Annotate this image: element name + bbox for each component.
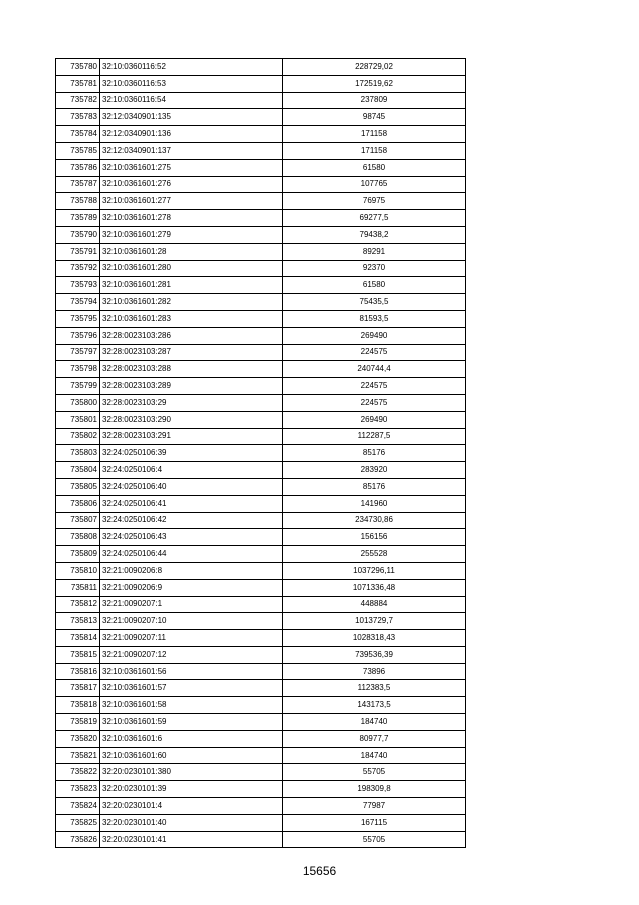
cadastral-value-table [55, 58, 466, 848]
cadastral-value-cell: 167115 [283, 814, 466, 831]
cadastral-value-cell: 76975 [283, 193, 466, 210]
cadastral-value-cell: 739536,39 [283, 646, 466, 663]
cadastral-value-cell: 1013729,7 [283, 613, 466, 630]
cadastral-value-cell: 228729,02 [283, 59, 466, 76]
table-body [56, 59, 466, 848]
row-id-cell: 735787 [56, 176, 100, 193]
cadastral-number-cell: 32:24:0250106:39 [100, 445, 283, 462]
row-id-cell: 735810 [56, 562, 100, 579]
cadastral-value-cell: 107765 [283, 176, 466, 193]
cadastral-value-cell: 184740 [283, 714, 466, 731]
table-row [56, 613, 466, 630]
table-row [56, 630, 466, 647]
table-row [56, 193, 466, 210]
row-id-cell: 735804 [56, 462, 100, 479]
row-id-cell: 735814 [56, 630, 100, 647]
cadastral-value-cell: 283920 [283, 462, 466, 479]
row-id-cell: 735816 [56, 663, 100, 680]
cadastral-number-cell: 32:24:0250106:41 [100, 495, 283, 512]
cadastral-number-cell: 32:24:0250106:44 [100, 546, 283, 563]
row-id-cell: 735792 [56, 260, 100, 277]
row-id-cell: 735803 [56, 445, 100, 462]
cadastral-number-cell: 32:10:0361601:283 [100, 310, 283, 327]
table-row [56, 243, 466, 260]
row-id-cell: 735794 [56, 294, 100, 311]
row-id-cell: 735813 [56, 613, 100, 630]
cadastral-number-cell: 32:28:0023103:290 [100, 411, 283, 428]
table-row [56, 596, 466, 613]
table-row [56, 798, 466, 815]
cadastral-value-cell: 85176 [283, 478, 466, 495]
cadastral-number-cell: 32:10:0361601:277 [100, 193, 283, 210]
cadastral-number-cell: 32:10:0361601:60 [100, 747, 283, 764]
table-row [56, 445, 466, 462]
row-id-cell: 735799 [56, 378, 100, 395]
cadastral-value-cell: 75435,5 [283, 294, 466, 311]
table-row [56, 327, 466, 344]
table-row [56, 126, 466, 143]
cadastral-value-cell: 1037296,11 [283, 562, 466, 579]
cadastral-value-cell: 240744,4 [283, 361, 466, 378]
cadastral-number-cell: 32:12:0340901:136 [100, 126, 283, 143]
row-id-cell: 735784 [56, 126, 100, 143]
table-row [56, 428, 466, 445]
cadastral-value-cell: 269490 [283, 411, 466, 428]
cadastral-value-cell: 89291 [283, 243, 466, 260]
cadastral-number-cell: 32:10:0361601:6 [100, 730, 283, 747]
cadastral-number-cell: 32:10:0361601:56 [100, 663, 283, 680]
table-row [56, 781, 466, 798]
cadastral-number-cell: 32:20:0230101:40 [100, 814, 283, 831]
row-id-cell: 735812 [56, 596, 100, 613]
row-id-cell: 735795 [56, 310, 100, 327]
cadastral-number-cell: 32:24:0250106:43 [100, 529, 283, 546]
row-id-cell: 735822 [56, 764, 100, 781]
table-row [56, 344, 466, 361]
table-row [56, 59, 466, 76]
table-row [56, 294, 466, 311]
cadastral-value-cell: 171158 [283, 126, 466, 143]
row-id-cell: 735786 [56, 159, 100, 176]
cadastral-value-cell: 112287,5 [283, 428, 466, 445]
cadastral-value-cell: 77987 [283, 798, 466, 815]
cadastral-value-cell: 92370 [283, 260, 466, 277]
row-id-cell: 735780 [56, 59, 100, 76]
table-row [56, 75, 466, 92]
row-id-cell: 735782 [56, 92, 100, 109]
table-row [56, 697, 466, 714]
row-id-cell: 735815 [56, 646, 100, 663]
cadastral-value-cell: 224575 [283, 378, 466, 395]
row-id-cell: 735820 [56, 730, 100, 747]
cadastral-value-cell: 143173,5 [283, 697, 466, 714]
cadastral-value-cell: 156156 [283, 529, 466, 546]
cadastral-value-cell: 55705 [283, 764, 466, 781]
cadastral-value-cell: 69277,5 [283, 210, 466, 227]
table-row [56, 562, 466, 579]
cadastral-number-cell: 32:21:0090207:12 [100, 646, 283, 663]
table-row [56, 361, 466, 378]
cadastral-number-cell: 32:24:0250106:4 [100, 462, 283, 479]
row-id-cell: 735826 [56, 831, 100, 848]
table-row [56, 764, 466, 781]
cadastral-number-cell: 32:21:0090206:9 [100, 579, 283, 596]
table-row [56, 394, 466, 411]
cadastral-value-cell: 234730,86 [283, 512, 466, 529]
cadastral-number-cell: 32:12:0340901:137 [100, 142, 283, 159]
row-id-cell: 735789 [56, 210, 100, 227]
table-row [56, 176, 466, 193]
row-id-cell: 735801 [56, 411, 100, 428]
cadastral-value-cell: 141960 [283, 495, 466, 512]
page-number: 15656 [302, 864, 337, 878]
row-id-cell: 735824 [56, 798, 100, 815]
table-row [56, 730, 466, 747]
cadastral-number-cell: 32:20:0230101:4 [100, 798, 283, 815]
row-id-cell: 735798 [56, 361, 100, 378]
table-row [56, 378, 466, 395]
table-row [56, 814, 466, 831]
table-row [56, 260, 466, 277]
cadastral-number-cell: 32:10:0361601:57 [100, 680, 283, 697]
cadastral-number-cell: 32:10:0361601:275 [100, 159, 283, 176]
cadastral-value-cell: 73896 [283, 663, 466, 680]
cadastral-value-cell: 85176 [283, 445, 466, 462]
cadastral-value-cell: 224575 [283, 394, 466, 411]
table-row [56, 159, 466, 176]
table-row [56, 663, 466, 680]
table-row [56, 646, 466, 663]
row-id-cell: 735800 [56, 394, 100, 411]
cadastral-number-cell: 32:28:0023103:29 [100, 394, 283, 411]
cadastral-value-cell: 255528 [283, 546, 466, 563]
cadastral-number-cell: 32:10:0361601:28 [100, 243, 283, 260]
row-id-cell: 735790 [56, 226, 100, 243]
cadastral-number-cell: 32:10:0361601:279 [100, 226, 283, 243]
row-id-cell: 735797 [56, 344, 100, 361]
cadastral-value-cell: 172519,62 [283, 75, 466, 92]
table-row [56, 529, 466, 546]
cadastral-number-cell: 32:21:0090207:11 [100, 630, 283, 647]
table-row [56, 92, 466, 109]
cadastral-number-cell: 32:10:0361601:280 [100, 260, 283, 277]
cadastral-number-cell: 32:10:0361601:58 [100, 697, 283, 714]
table-row [56, 411, 466, 428]
cadastral-number-cell: 32:20:0230101:41 [100, 831, 283, 848]
row-id-cell: 735785 [56, 142, 100, 159]
table-row [56, 310, 466, 327]
table-row [56, 226, 466, 243]
row-id-cell: 735805 [56, 478, 100, 495]
row-id-cell: 735788 [56, 193, 100, 210]
cadastral-number-cell: 32:10:0361601:278 [100, 210, 283, 227]
table-row [56, 579, 466, 596]
cadastral-number-cell: 32:20:0230101:39 [100, 781, 283, 798]
row-id-cell: 735809 [56, 546, 100, 563]
table-row [56, 714, 466, 731]
table-row [56, 210, 466, 227]
row-id-cell: 735783 [56, 109, 100, 126]
cadastral-value-cell: 61580 [283, 277, 466, 294]
cadastral-number-cell: 32:21:0090207:1 [100, 596, 283, 613]
cadastral-number-cell: 32:21:0090206:8 [100, 562, 283, 579]
row-id-cell: 735793 [56, 277, 100, 294]
cadastral-number-cell: 32:24:0250106:40 [100, 478, 283, 495]
table-row [56, 747, 466, 764]
cadastral-value-cell: 81593,5 [283, 310, 466, 327]
row-id-cell: 735819 [56, 714, 100, 731]
table-row [56, 462, 466, 479]
cadastral-number-cell: 32:10:0360116:54 [100, 92, 283, 109]
cadastral-value-cell: 237809 [283, 92, 466, 109]
cadastral-number-cell: 32:21:0090207:10 [100, 613, 283, 630]
cadastral-number-cell: 32:10:0360116:52 [100, 59, 283, 76]
row-id-cell: 735821 [56, 747, 100, 764]
row-id-cell: 735825 [56, 814, 100, 831]
row-id-cell: 735802 [56, 428, 100, 445]
cadastral-value-cell: 61580 [283, 159, 466, 176]
cadastral-value-cell: 98745 [283, 109, 466, 126]
table-row [56, 478, 466, 495]
cadastral-value-cell: 184740 [283, 747, 466, 764]
cadastral-value-cell: 269490 [283, 327, 466, 344]
cadastral-value-cell: 55705 [283, 831, 466, 848]
cadastral-number-cell: 32:28:0023103:289 [100, 378, 283, 395]
cadastral-number-cell: 32:28:0023103:291 [100, 428, 283, 445]
cadastral-number-cell: 32:28:0023103:288 [100, 361, 283, 378]
cadastral-value-cell: 448884 [283, 596, 466, 613]
table-row [56, 109, 466, 126]
cadastral-number-cell: 32:28:0023103:286 [100, 327, 283, 344]
row-id-cell: 735807 [56, 512, 100, 529]
table-row [56, 680, 466, 697]
cadastral-value-cell: 198309,8 [283, 781, 466, 798]
row-id-cell: 735811 [56, 579, 100, 596]
cadastral-value-cell: 224575 [283, 344, 466, 361]
cadastral-number-cell: 32:10:0361601:59 [100, 714, 283, 731]
table-row [56, 495, 466, 512]
row-id-cell: 735781 [56, 75, 100, 92]
cadastral-value-cell: 112383,5 [283, 680, 466, 697]
row-id-cell: 735818 [56, 697, 100, 714]
cadastral-value-cell: 171158 [283, 142, 466, 159]
cadastral-number-cell: 32:20:0230101:380 [100, 764, 283, 781]
cadastral-number-cell: 32:10:0360116:53 [100, 75, 283, 92]
cadastral-number-cell: 32:12:0340901:135 [100, 109, 283, 126]
cadastral-number-cell: 32:28:0023103:287 [100, 344, 283, 361]
row-id-cell: 735823 [56, 781, 100, 798]
cadastral-number-cell: 32:10:0361601:276 [100, 176, 283, 193]
cadastral-number-cell: 32:24:0250106:42 [100, 512, 283, 529]
cadastral-value-cell: 79438,2 [283, 226, 466, 243]
row-id-cell: 735806 [56, 495, 100, 512]
cadastral-value-cell: 1071336,48 [283, 579, 466, 596]
row-id-cell: 735796 [56, 327, 100, 344]
cadastral-value-cell: 80977,7 [283, 730, 466, 747]
cadastral-number-cell: 32:10:0361601:282 [100, 294, 283, 311]
table-row [56, 512, 466, 529]
table-row [56, 142, 466, 159]
table-row [56, 546, 466, 563]
row-id-cell: 735808 [56, 529, 100, 546]
cadastral-number-cell: 32:10:0361601:281 [100, 277, 283, 294]
cadastral-value-cell: 1028318,43 [283, 630, 466, 647]
table-row [56, 831, 466, 848]
table-row [56, 277, 466, 294]
row-id-cell: 735791 [56, 243, 100, 260]
row-id-cell: 735817 [56, 680, 100, 697]
